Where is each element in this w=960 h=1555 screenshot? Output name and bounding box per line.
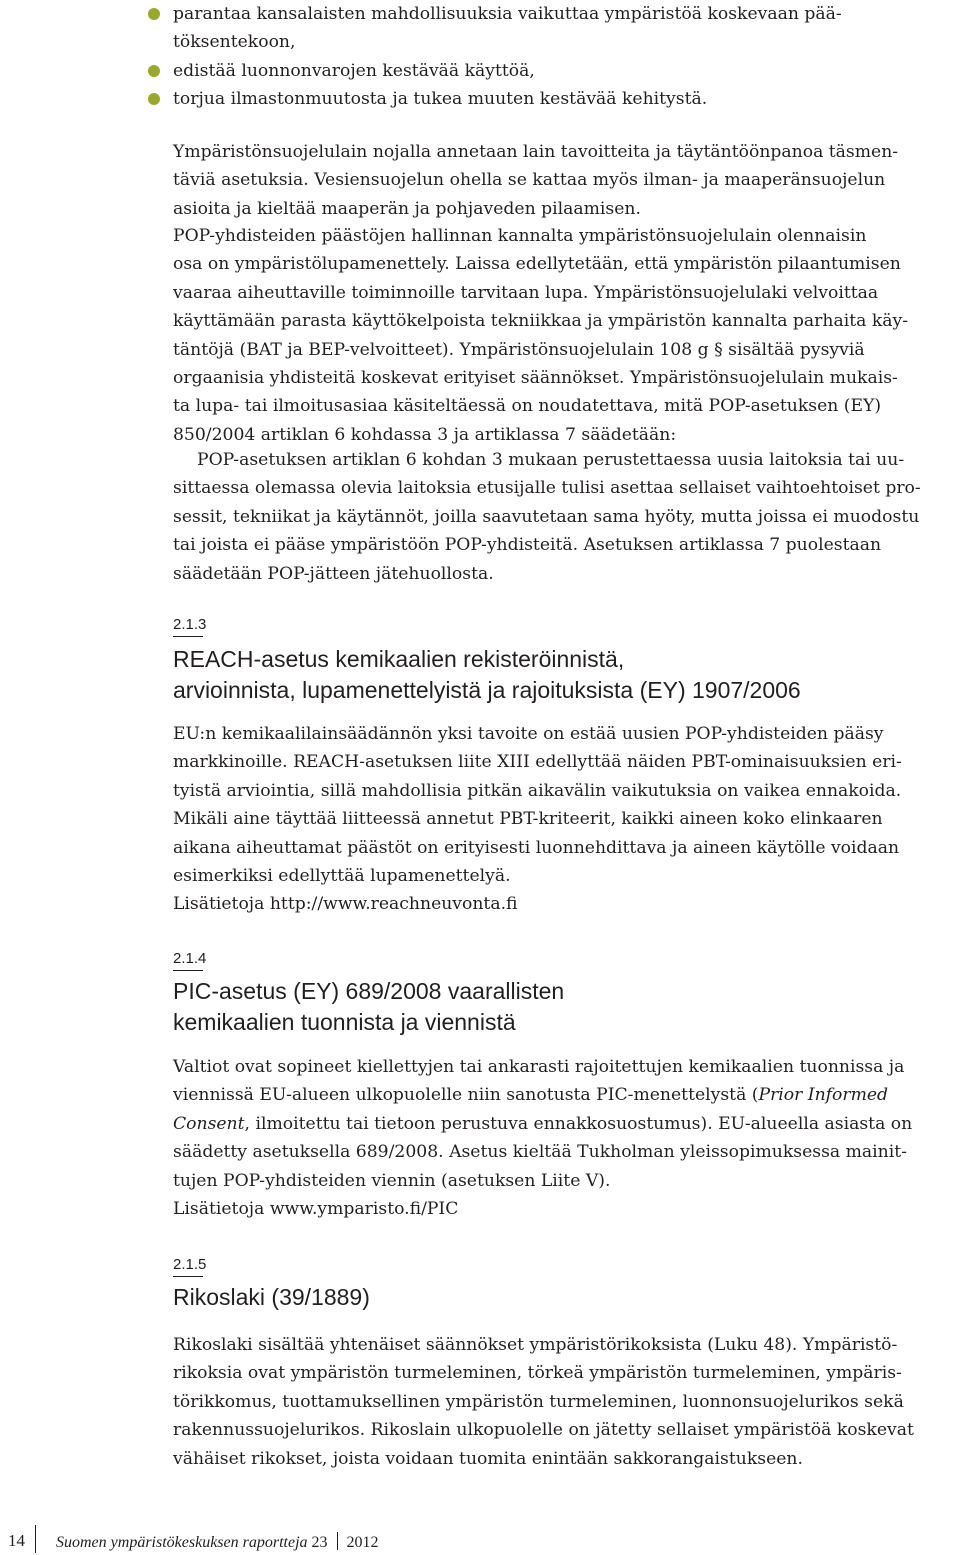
section-heading bbox=[173, 976, 564, 1038]
text-line: tujen POP-yhdisteiden viennin (asetuksen Liite V). bbox=[173, 1170, 611, 1191]
footer-divider bbox=[35, 1525, 36, 1553]
heading-line: PIC-asetus (EY) 689/2008 vaarallisten bbox=[173, 978, 565, 1004]
text-line: tyistä arviointia, sillä mahdollisia pitkän aikavälin vaikutuksia on vaikea ennakoida. bbox=[173, 780, 902, 801]
text-line: Ympäristönsuojelulain nojalla annetaan lain tavoitteita ja täytäntöönpanoa täsmen- bbox=[173, 142, 899, 162]
text-line: Lisätietoja http://www.reachneuvonta.fi bbox=[173, 894, 518, 915]
text-line: markkinoille. REACH-asetuksen liite XIII edellyttää näiden PBT-ominaisuuksien eri- bbox=[173, 752, 902, 773]
text-line: tai joista ei pääse ympäristöön POP-yhdisteitä. Asetuksen artiklassa 7 puolestaan bbox=[173, 535, 882, 556]
text-line: POP-yhdisteiden päästöjen hallinnan kannalta ympäristönsuojelulain olennaisin bbox=[173, 226, 867, 246]
section-heading bbox=[173, 644, 801, 706]
text-line: vaaraa aiheuttaville toiminnoille tarvitaan lupa. Ympäristönsuojelulaki velvoittaa bbox=[173, 282, 879, 303]
text-line bbox=[173, 1110, 959, 1138]
text-line: säädetty asetuksella 689/2008. Asetus kieltää Tukholman yleissopimuksessa mainit- bbox=[173, 1142, 907, 1163]
text-line: rikoksia ovat ympäristön turmeleminen, törkeä ympäristön turmeleminen, ympäris- bbox=[173, 1363, 902, 1384]
text-line: vähäiset rikokset, joista voidaan tuomita enintään sakkorangaistukseen. bbox=[173, 1448, 803, 1469]
list-item-continuation bbox=[127, 28, 953, 56]
heading-line: arvioinnista, lupamenettelyistä ja rajoituksista (EY) 1907/2006 bbox=[173, 677, 801, 703]
text-line: täntöjä (BAT ja BEP-velvoitteet). Ympäristönsuojelulain 108 g § sisältää pysyviä bbox=[173, 339, 865, 360]
publication-title bbox=[56, 1532, 379, 1552]
text-line bbox=[173, 1081, 959, 1109]
page-number: 14 bbox=[8, 1531, 25, 1550]
text-line: Valtiot ovat sopineet kiellettyjen tai ankarasti rajoitettujen kemikaalien tuonnissa ja bbox=[173, 1057, 905, 1077]
text-line: törikkomus, tuottamuksellinen ympäristön turmeleminen, luonnonsuojelurikos sekä bbox=[173, 1391, 904, 1412]
list-item bbox=[127, 0, 953, 28]
text-line: sessit, tekniikat ja käytännöt, joilla saavutetaan sama hyöty, mutta joissa ei muodostu bbox=[173, 506, 920, 527]
section-number: 2.1.5 bbox=[173, 1256, 207, 1273]
paragraph bbox=[173, 1053, 959, 1223]
text-line: rakennussuojelurikos. Rikoslain ulkopuolelle on jätetty sellaiset ympäristöä koskevat bbox=[173, 1420, 914, 1441]
text-line: asioita ja kieltää maaperän ja pohjaveden pilaamisen. bbox=[173, 198, 641, 219]
footer-divider bbox=[337, 1532, 338, 1550]
text-span: viennissä EU-alueen ulkopuolelle niin sanotusta PIC-menettelystä ( bbox=[173, 1085, 759, 1106]
paragraph bbox=[173, 222, 959, 449]
text-line: täviä asetuksia. Vesiensuojelun ohella se kattaa myös ilman- ja maaperänsuojelun bbox=[173, 170, 886, 191]
text-line: EU:n kemikaalilainsäädännön yksi tavoite on estää uusien POP-yhdisteiden pääsy bbox=[173, 724, 884, 744]
text-span: , ilmoitettu tai tietoon perustuva ennakkosuostumus). EU-alueella asiasta on bbox=[244, 1113, 913, 1134]
text-line: 850/2004 artiklan 6 kohdassa 3 ja artiklassa 7 säädetään: bbox=[173, 424, 677, 445]
publication-year: 2012 bbox=[346, 1534, 379, 1551]
text-line: sittaessa olemassa olevia laitoksia etusijalle tulisi asettaa sellaiset vaihtoehtoiset pro- bbox=[173, 478, 921, 499]
bullet-list bbox=[173, 0, 953, 114]
text-line: esimerkiksi edellyttää lupamenettelyä. bbox=[173, 866, 511, 887]
text-line: osa on ympäristölupamenettely. Laissa edellytetään, että ympäristön pilaantumisen bbox=[173, 254, 901, 275]
heading-line: Rikoslaki (39/1889) bbox=[173, 1284, 370, 1310]
bullet-text: edistää luonnonvarojen kestävää käyttöä, bbox=[173, 60, 535, 81]
section-rule bbox=[173, 636, 203, 637]
paragraph bbox=[173, 720, 959, 919]
bullet-dot-icon bbox=[148, 93, 160, 105]
bullet-text: parantaa kansalaisten mahdollisuuksia vaikuttaa ympäristöä koskevaan pää- bbox=[173, 4, 842, 24]
heading-line: REACH-asetus kemikaalien rekisteröinnistä, bbox=[173, 646, 625, 672]
section-number: 2.1.4 bbox=[173, 950, 207, 967]
text-line: Lisätietoja www.ymparisto.fi/PIC bbox=[173, 1199, 459, 1220]
section-rule bbox=[173, 970, 203, 971]
italic-term: Prior Informed bbox=[758, 1085, 889, 1106]
issue-number: 23 bbox=[311, 1534, 328, 1551]
paragraph bbox=[173, 1331, 959, 1473]
paragraph bbox=[173, 138, 959, 223]
series-name: Suomen ympäristökeskuksen raportteja bbox=[56, 1534, 308, 1551]
bullet-text: töksentekoon, bbox=[173, 32, 296, 53]
italic-term: Consent bbox=[173, 1113, 245, 1134]
text-line: säädetään POP-jätteen jätehuollosta. bbox=[173, 563, 494, 584]
bullet-text: torjua ilmastonmuutosta ja tukea muuten kestävää kehitystä. bbox=[173, 89, 708, 110]
text-line: ta lupa- tai ilmoitusasiaa käsiteltäessä on noudatettava, mitä POP-asetuksen (EY) bbox=[173, 396, 882, 417]
bullet-dot-icon bbox=[148, 8, 160, 20]
text-line: aikana aiheuttamat päästöt on erityisesti luonnehdittava ja aineen käytölle voidaan bbox=[173, 837, 900, 858]
text-line: käyttämään parasta käyttökelpoista tekniikkaa ja ympäristön kannalta parhaita käy- bbox=[173, 311, 909, 332]
section-number: 2.1.3 bbox=[173, 616, 207, 633]
page-footer bbox=[0, 1531, 960, 1553]
text-line: POP-asetuksen artiklan 6 kohdan 3 mukaan perustettaessa uusia laitoksia tai uu- bbox=[197, 450, 905, 470]
text-line: Rikoslaki sisältää yhtenäiset säännökset ympäristörikoksista (Luku 48). Ympäristö- bbox=[173, 1335, 898, 1355]
heading-line: kemikaalien tuonnista ja viennistä bbox=[173, 1009, 516, 1035]
quote-paragraph bbox=[173, 446, 959, 588]
text-line: Mikäli aine täyttää liitteessä annetut PBT-kriteerit, kaikki aineen koko elinkaaren bbox=[173, 809, 883, 830]
list-item bbox=[127, 85, 953, 113]
list-item bbox=[127, 57, 953, 85]
section-heading bbox=[173, 1282, 370, 1313]
text-line: orgaanisia yhdisteitä koskevat erityiset säännökset. Ympäristönsuojelulain mukais- bbox=[173, 368, 898, 389]
section-rule bbox=[173, 1276, 203, 1277]
bullet-dot-icon bbox=[148, 65, 160, 77]
